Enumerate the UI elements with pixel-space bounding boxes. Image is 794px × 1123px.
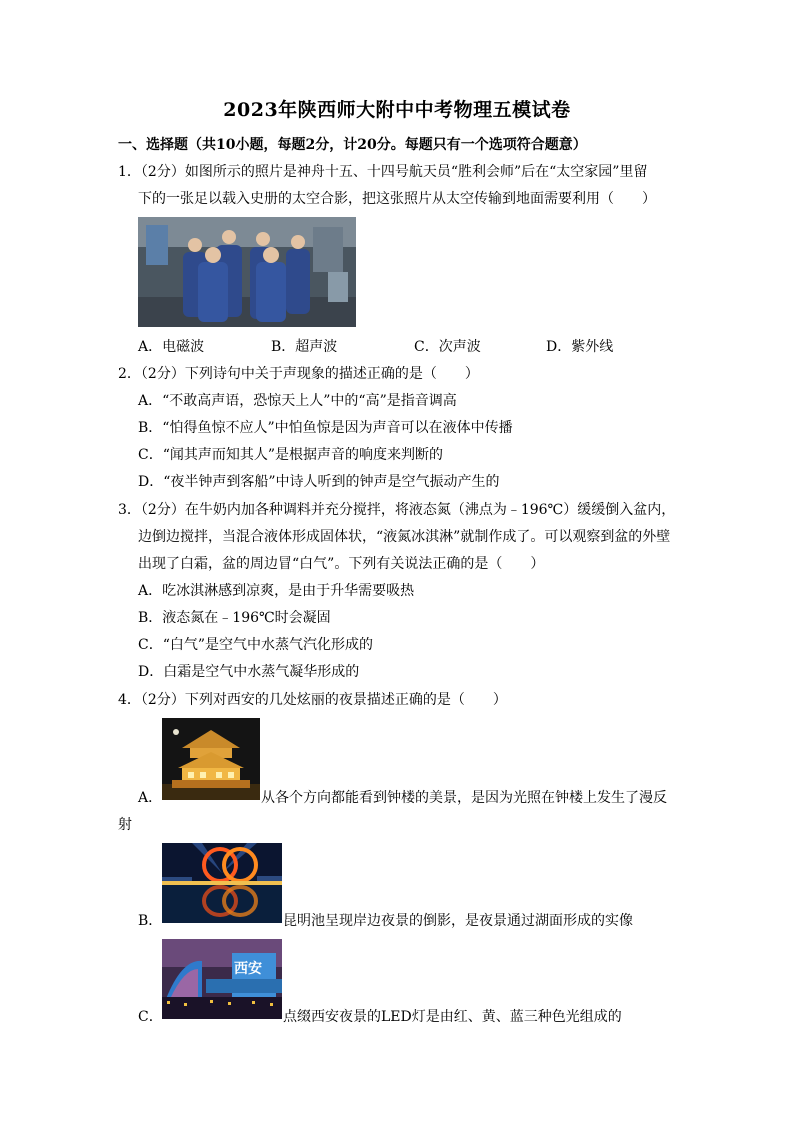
q4-option-b-text: 昆明池呈现岸边夜景的倒影，是夜景通过湖面形成的实像 [283,913,633,929]
q3-stem-line2: 边倒边搅拌，当混合液体形成固体状，“液氮冰淇淋”就制作成了。可以观察到盆的外壁 [138,529,671,545]
q1-option-a: A．电磁波 [138,339,205,355]
q4-stem: 4．（2分）下列对西安的几处炫丽的夜景描述正确的是（ ） [118,692,507,708]
q2-stem: 2．（2分）下列诗句中关于声现象的描述正确的是（ ） [118,366,479,382]
q4-option-c-text: 点缀西安夜景的LED灯是由红、黄、蓝三种色光组成的 [283,1009,622,1025]
q2-option-d: D．“夜半钟声到客船”中诗人听到的钟声是空气振动产生的 [138,474,500,490]
q3-option-d: D．白霜是空气中水蒸气凝华形成的 [138,664,360,680]
q3-option-a: A．吃冰淇淋感到凉爽，是由于升华需要吸热 [138,583,415,599]
xian-sign-text: 西安 [234,961,262,977]
q4-option-a-text: 从各个方向都能看到钟楼的美景，是因为光照在钟楼上发生了漫反 [261,790,667,806]
xian-led-night-photo [162,939,282,1019]
q1-stem-line2: 下的一张足以载入史册的太空合影，把这张照片从太空传输到地面需要利用（ ） [138,191,656,207]
q1-stem-line1: 1．（2分）如图所示的照片是神舟十五、十四号航天员“胜利会师”后在“太空家园”里留 [118,164,648,180]
q4-option-c-label: C． [138,1009,163,1025]
q1-option-b: B．超声波 [271,339,338,355]
q3-stem-line3: 出现了白霜，盆的周边冒“白气”。下列有关说法正确的是（ ） [138,556,545,572]
q4-option-b-label: B． [138,913,163,929]
page-title: 2023年陕西师大附中中考物理五模试卷 [223,99,571,121]
q2-option-b: B．“怕得鱼惊不应人”中怕鱼惊是因为声音可以在液体中传播 [138,420,513,436]
q3-stem-line1: 3．（2分）在牛奶内加各种调料并充分搅拌，将液态氮（沸点为﹣196℃）缓缓倒入盆内， [118,502,676,518]
section-heading: 一、选择题（共10小题，每题2分，计20分。每题只有一个选项符合题意） [118,137,587,153]
astronaut-group-photo [138,217,356,327]
q3-option-c: C．“白气”是空气中水蒸气汽化形成的 [138,637,374,653]
q1-option-d: D．紫外线 [546,339,614,355]
kunming-lake-night-photo [162,843,282,923]
q4-option-a-label: A． [138,790,163,806]
q2-option-c: C．“闻其声而知其人”是根据声音的响度来判断的 [138,447,444,463]
bell-tower-night-photo [162,718,260,800]
q2-option-a: A．“不敢高声语，恐惊天上人”中的“高”是指音调高 [138,393,457,409]
q4-option-a-wrap: 射 [118,817,132,833]
q1-option-c: C．次声波 [414,339,481,355]
q3-option-b: B．液态氮在﹣196℃时会凝固 [138,610,331,626]
